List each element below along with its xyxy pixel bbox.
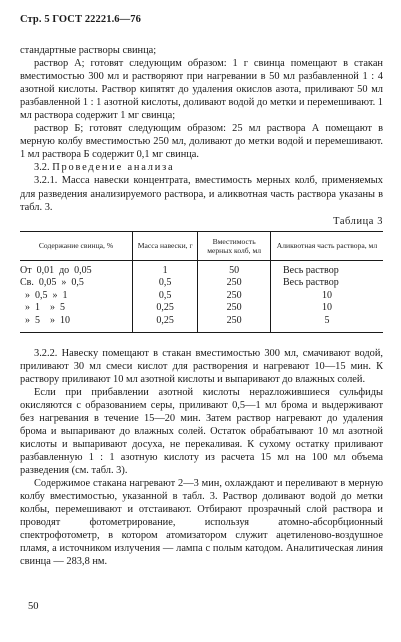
cell-content: » 5 » 10 <box>20 315 133 332</box>
paragraph: стандартные растворы свинца; <box>20 45 157 56</box>
cell-content: От 0,01 до 0,05 <box>20 264 92 276</box>
column-header: Аликвотная часть раствора, мл <box>270 231 383 260</box>
cell-content: » 0,5 » 1 <box>20 289 68 301</box>
cell-content: » 1 » 5 <box>20 302 65 314</box>
column-header: Вместимость мерных колб, мл <box>198 231 271 260</box>
paragraph: 3.2.1. Масса навески концентрата, вместимость мерных колб, применяемых для разведения анализируемого раствора, и аликвотная часть раствора указаны в табл. 3. <box>20 175 383 213</box>
paragraph: Содержимое стакана нагревают 2—3 мин, охлаждают и переливают в мерную колбу вместимостью, указанной в табл. 3. Раствор доливают водой до метки колбы, перемешивают и отстаивают. Отбирают прозрачный слой раствора и проводят фотометрирование, используя атомно-абсорбционный спектрофотометр, в котором атомизатором служит ацетиленово-воздушное пламя, а источником излучения — лампа с полым катодом. Аналитическая линия свинца — 283,8 нм. <box>20 478 383 568</box>
cell-aliquot: Весь раствор <box>270 277 383 290</box>
table-3 <box>20 231 383 333</box>
cell-flask: 250 <box>198 277 271 290</box>
cell-aliquot: Весь раствор <box>270 260 383 277</box>
table-row <box>20 277 383 290</box>
cell-flask: 250 <box>198 315 271 332</box>
table-caption: Таблица 3 <box>333 215 383 227</box>
section-number: 3.2. <box>34 162 50 174</box>
table-row <box>20 315 383 332</box>
table-row <box>20 290 383 303</box>
paragraph: раствор А; готовят следующим образом: 1 г свинца помещают в стакан вместимостью 300 мл и растворяют при нагревании в 50 мл разбавленной 1 : 4 азотной кислоты. Раствор кипятят до удаления окислов азота, приливают 50 мл разбавленной 1 : 1 азотной кислоты, доливают водой до метки и перемешивают. 1 мл раствора содержит 1 мг свинца; <box>20 58 383 122</box>
page-number: 50 <box>28 601 39 612</box>
paragraph: раствор Б; готовят следующим образом: 25 мл раствора А помещают в мерную колбу вместимостью 250 мл, доливают до метки водой и перемешивают. 1 мл раствора Б содержит 0,1 мг свинца. <box>20 123 383 161</box>
column-header: Масса навески, г <box>133 231 198 260</box>
page-header: Стр. 5 ГОСТ 22221.6—76 <box>20 14 141 25</box>
table-row <box>20 302 383 315</box>
paragraph: 3.2.2. Навеску помещают в стакан вместимостью 300 мл, смачивают водой, приливают 30 мл смеси кислот для растворения и нагревают 10—15 мин. К раствору приливают 10 мл азотной кислоты и выпаривают до влажных солей. <box>20 347 383 385</box>
cell-content: Св. 0,05 » 0,5 <box>20 277 84 289</box>
table-row <box>20 260 383 277</box>
cell-aliquot: 10 <box>270 290 383 303</box>
cell-flask: 50 <box>198 260 271 277</box>
cell-mass: 0,25 <box>133 302 198 315</box>
column-header: Содержание свинца, % <box>20 231 133 260</box>
paragraph: Если при прибавлении азотной кислоты нерazложившиеся сульфиды окисляются с образованием серы, приливают 0,5—1 мл брома и выдерживают без нагревания в течение 15—20 мин. Затем раствор нагревают до удаления брома и выпаривают до влажных солей. Остаток обрабатывают 10 мл азотной кислоты и выпаривают досуха, не перекаливая. К сухому остатку приливают разбавленную 1 : 1 азотную кислоту из расчета 15 мл на 100 мл объема разведения (см. табл. 3). <box>20 386 383 477</box>
page-body <box>20 44 383 568</box>
cell-mass: 0,5 <box>133 277 198 290</box>
section-title: Проведение анализа <box>52 162 175 174</box>
cell-mass: 0,25 <box>133 315 198 332</box>
table-header-row <box>20 231 383 260</box>
cell-mass: 1 <box>133 260 198 277</box>
cell-mass: 0,5 <box>133 290 198 303</box>
cell-aliquot: 10 <box>270 302 383 315</box>
cell-flask: 250 <box>198 302 271 315</box>
cell-flask: 250 <box>198 290 271 303</box>
cell-aliquot: 5 <box>270 315 383 332</box>
section-heading <box>20 161 383 174</box>
